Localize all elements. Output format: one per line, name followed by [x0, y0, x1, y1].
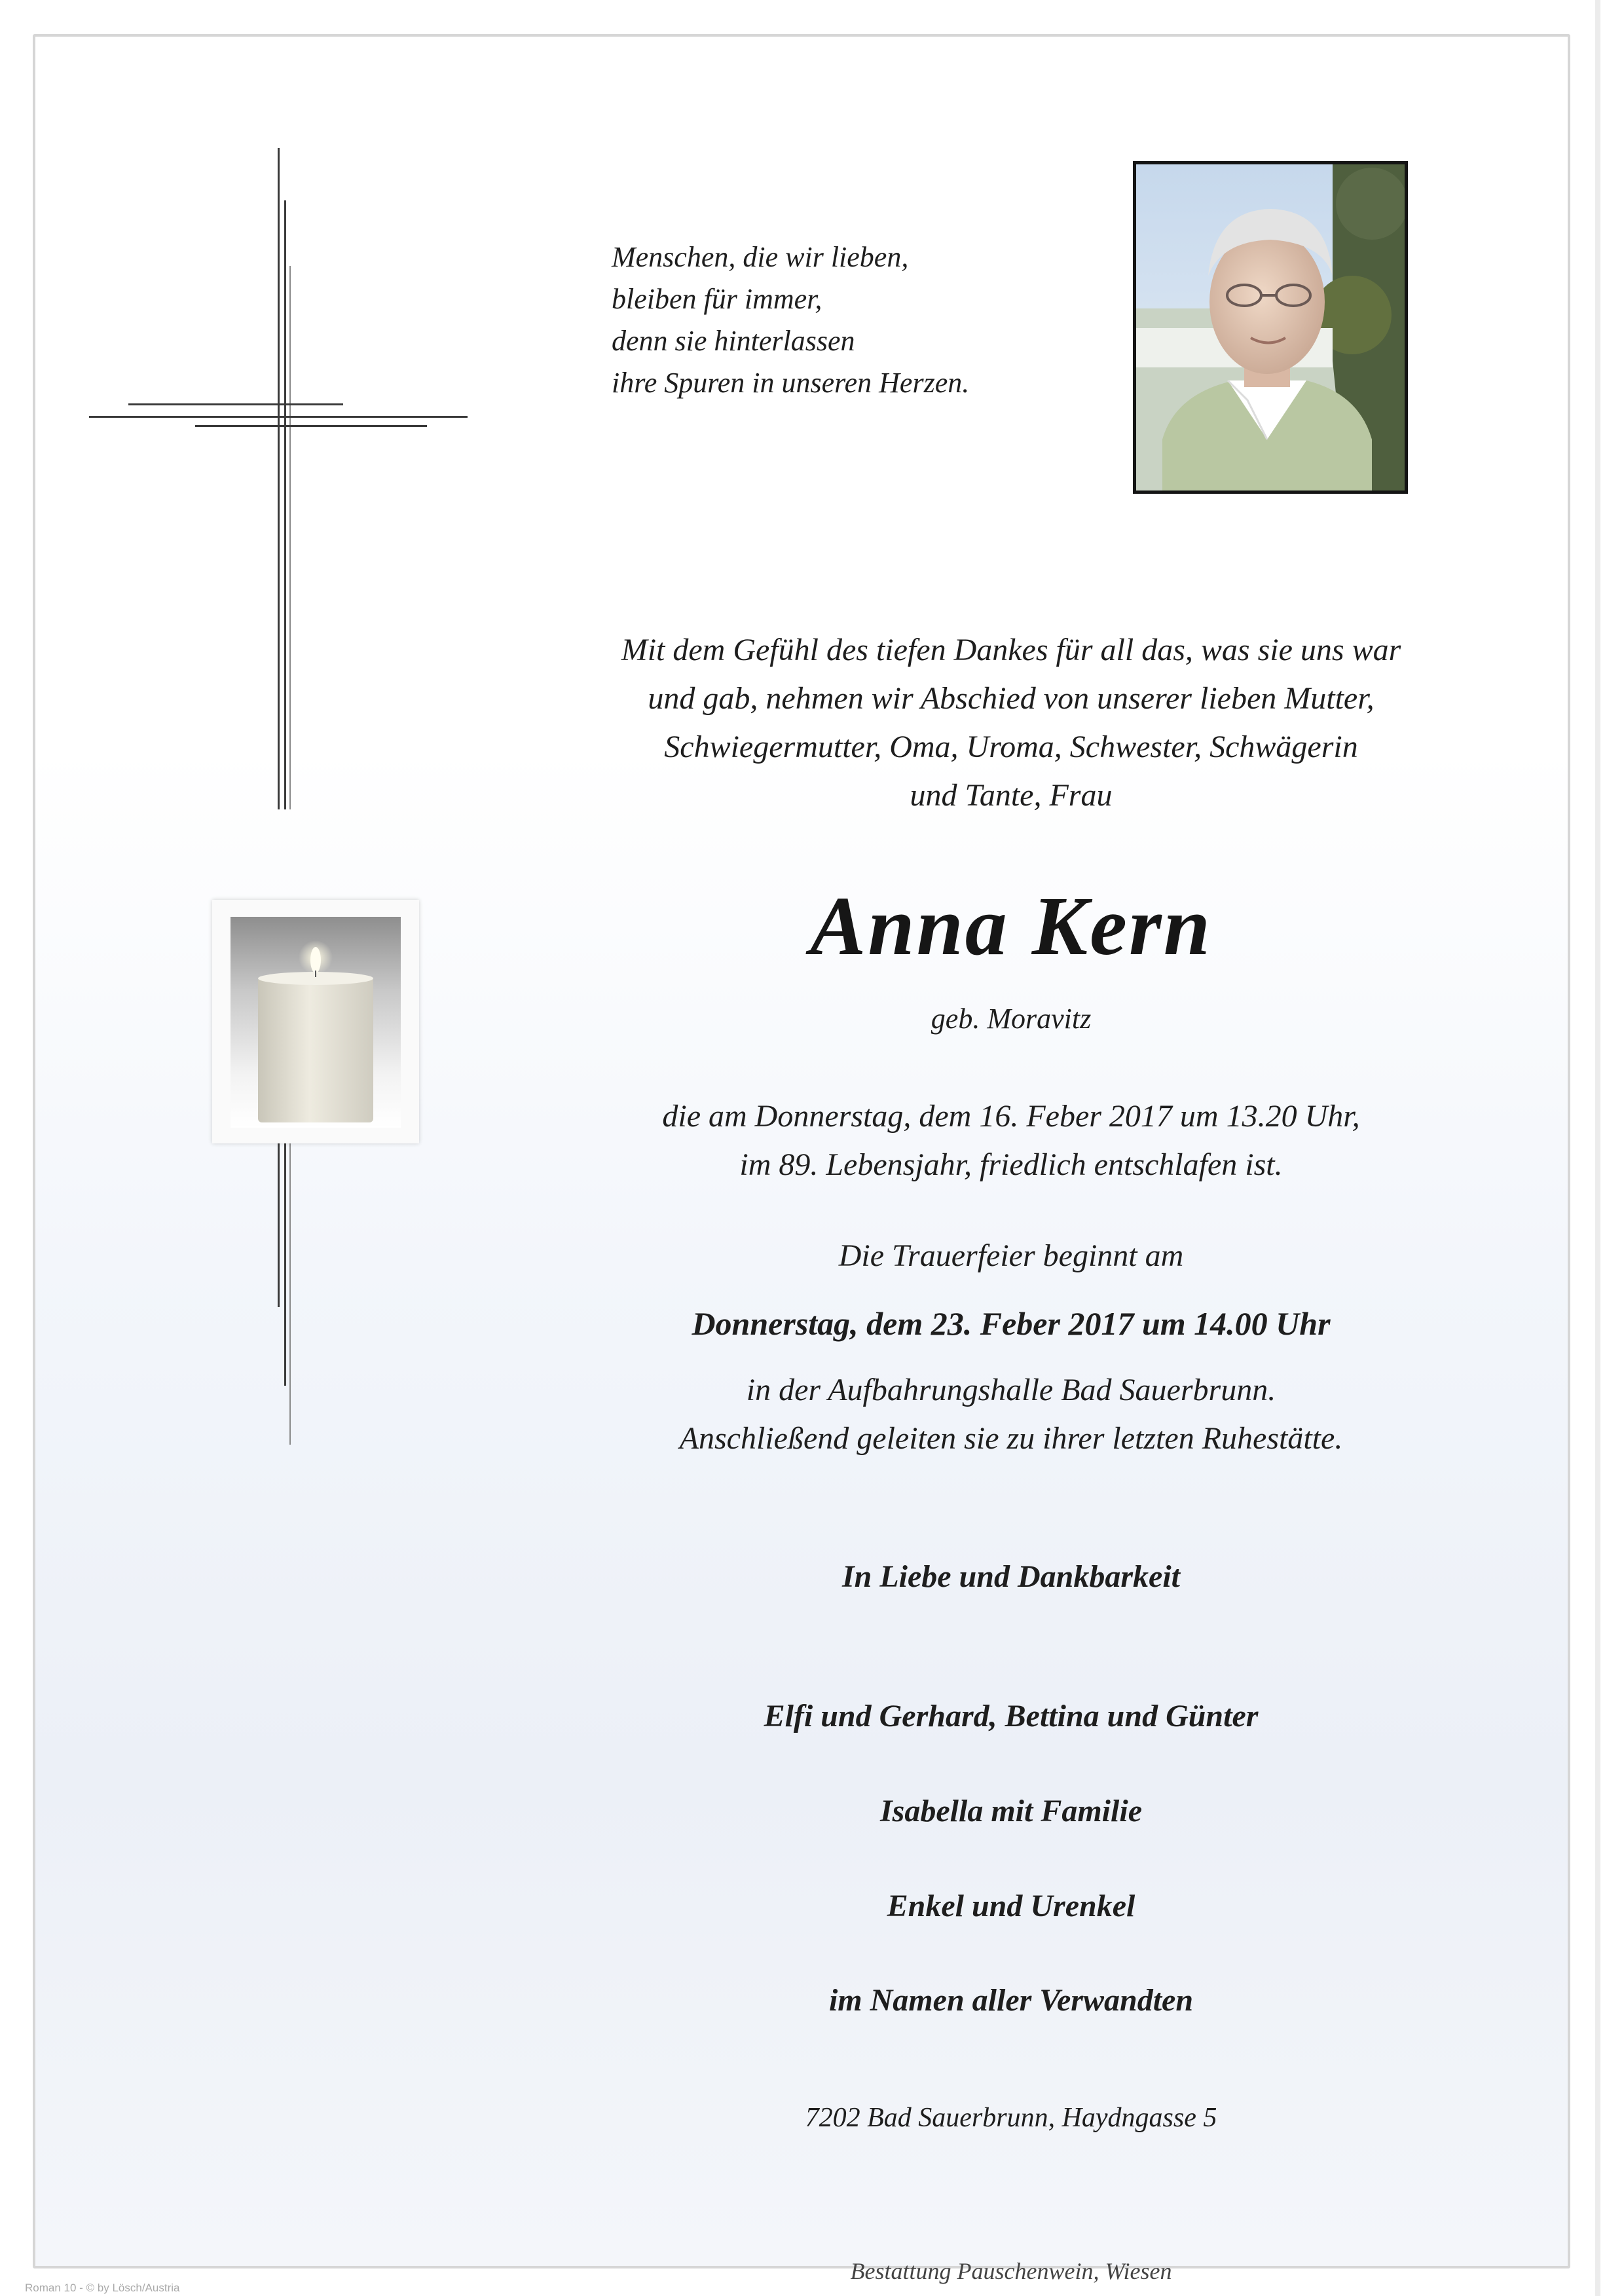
quote-line: ihre Spuren in unseren Herzen.: [612, 367, 970, 399]
deceased-name: Anna Kern: [810, 880, 1212, 972]
death-line: im 89. Lebensjahr, friedlich entschlafen ist.: [739, 1147, 1283, 1182]
candle-icon: [212, 900, 419, 1143]
intro-line: und gab, nehmen wir Abschied von unserer lieben Mutter,: [648, 681, 1375, 716]
intro-line: und Tante, Frau: [910, 778, 1113, 813]
template-code: Roman 10 - © by Lösch/Austria: [25, 2282, 180, 2294]
quote-line: bleiben für immer,: [612, 283, 822, 315]
obituary-sheet: [33, 34, 1570, 2284]
intro-line: Schwiegermutter, Oma, Uroma, Schwester, Schwägerin: [664, 730, 1358, 764]
maiden-name: geb. Moravitz: [931, 1003, 1092, 1035]
farewell-intro: [533, 626, 1489, 820]
service-location: [533, 1366, 1489, 1463]
quote-line: denn sie hinterlassen: [612, 325, 855, 357]
intro-line: Mit dem Gefühl des tiefen Dankes für all das, was sie uns war: [621, 633, 1401, 667]
family-address: 7202 Bad Sauerbrunn, Haydngasse 5: [805, 2103, 1217, 2133]
mourner-line: im Namen aller Verwandten: [828, 1983, 1194, 2018]
location-line: in der Aufbahrungshalle Bad Sauerbrunn.: [746, 1373, 1276, 1407]
memorial-quote: [612, 236, 969, 404]
undertaker-name: Bestattung Pauschenwein, Wiesen: [850, 2258, 1172, 2284]
portrait-photo: [1133, 161, 1408, 494]
location-line: Anschließend geleiten sie zu ihrer letzten Ruhestätte.: [679, 1421, 1343, 1456]
mourner-line: Isabella mit Familie: [879, 1794, 1142, 1828]
mourner-line: Elfi und Gerhard, Bettina und Günter: [764, 1699, 1259, 1733]
service-date: Donnerstag, dem 23. Feber 2017 um 14.00 Uhr: [692, 1305, 1331, 1342]
death-line: die am Donnerstag, dem 16. Feber 2017 um 13.20 Uhr,: [662, 1099, 1360, 1134]
service-intro: Die Trauerfeier beginnt am: [838, 1238, 1184, 1273]
mourner-line: Enkel und Urenkel: [887, 1889, 1135, 1923]
death-details: [533, 1092, 1489, 1189]
closing-line: In Liebe und Dankbarkeit: [841, 1559, 1181, 1594]
page-edge: [1595, 0, 1600, 2296]
quote-line: Menschen, die wir lieben,: [612, 241, 909, 273]
